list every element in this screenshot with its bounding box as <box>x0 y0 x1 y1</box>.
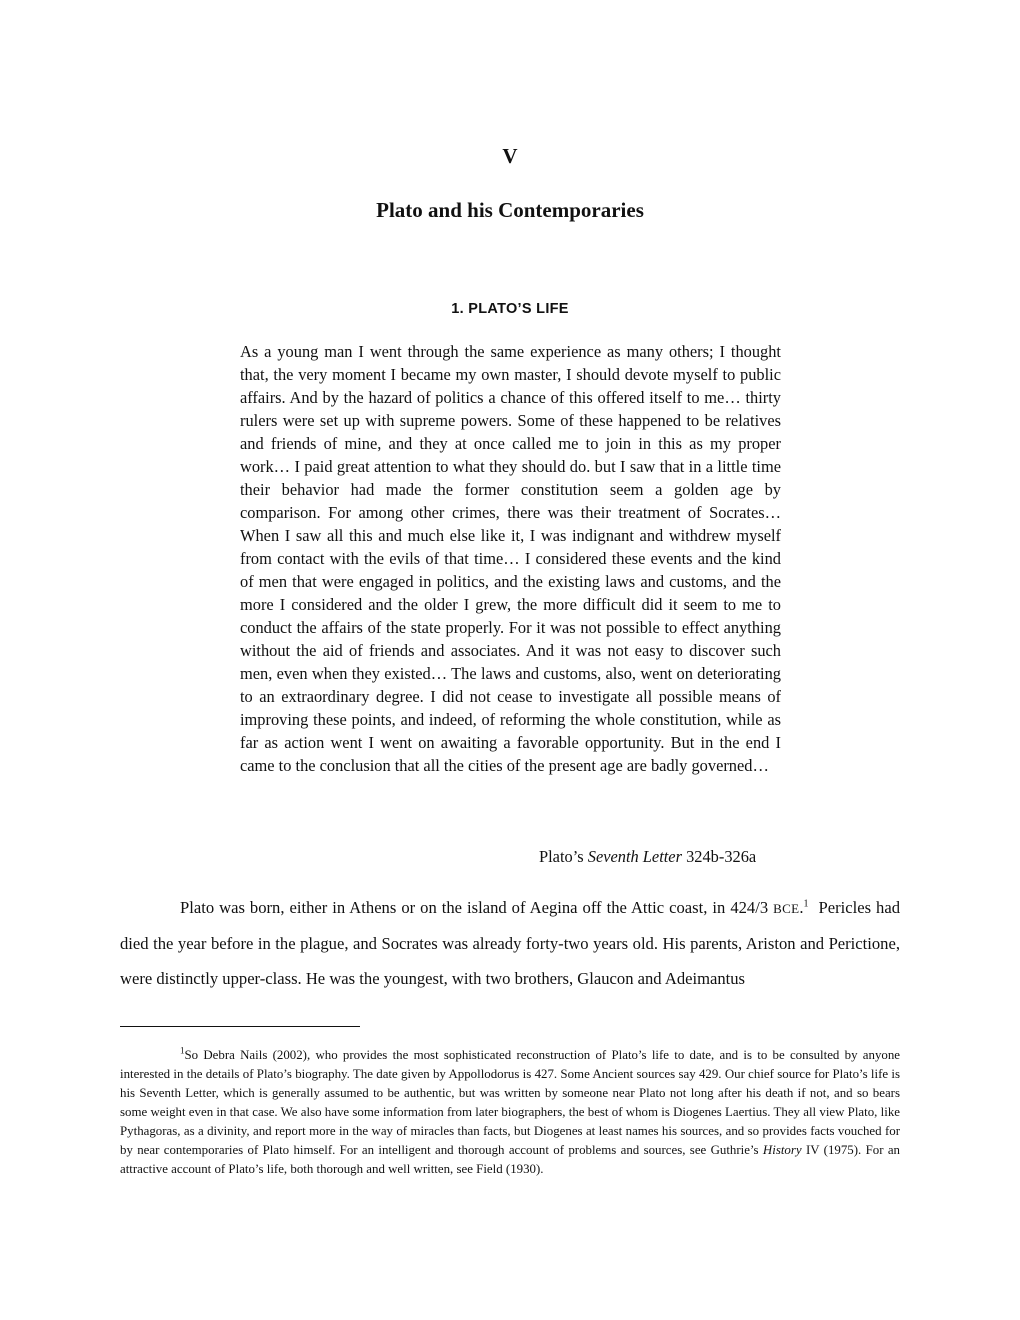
body-paragraph <box>120 891 900 996</box>
section-heading: 1. PLATO’S LIFE <box>451 301 569 317</box>
footnote-paragraph <box>120 1046 900 1179</box>
epigraph-quote <box>240 340 781 777</box>
body-text-continued: Pericles had died the year before in the plague, and Socrates was already forty-two years old. His parents, Ariston and Perictione, were distinctly upper-class. He was the youngest, with two brothers, Glaucon and Adeimantus <box>120 898 901 988</box>
epigraph-text: As a young man I went through the same experience as many others; I thought that, the very moment I became my own master, I should devote myself to public affairs. And by the hazard of politics a chance of this offered itself to me… thirty rulers were set up with supreme powers. Some of these happened to be relatives and friends of mine, and they at once called me to join in this as my proper work… I paid great attention to what they should do. but I saw that in a little time their behavior had made the former constitution seem a golden age by comparison. For among other crimes, there was their treatment of Socrates… When I saw all this and much else like it, I was indignant and withdrew myself from contact with the evils of that time… I considered these events and the kind of men that were engaged in politics, and the existing laws and customs, and the more I considered and the older I grew, the more difficult did it seem to me to conduct the affairs of the state properly. For it was not possible to effect anything without the aid of friends and associates. And it was not easy to discover such men, even when they existed… The laws and customs, also, went on deteriorating to an extraordinary degree. I did not cease to investigate all possible means of improving these points, and indeed, of reforming the whole constitution, while as far as action went I went on awaiting a favorable opportunity. But in the end I came to the conclusion that all the cities of the present age are badly governed… <box>240 342 781 775</box>
footnote-work-title: History <box>762 1143 802 1157</box>
footnote <box>120 1046 900 1179</box>
footnote-text-end: IV (1975). For an attractive account of Plato’s life, both thorough and well written, see Field (1930). <box>120 1143 900 1176</box>
footnote-reference[interactable]: 1 <box>803 898 809 910</box>
epigraph-attribution <box>539 847 756 867</box>
footnote-divider <box>120 1026 360 1027</box>
footnote-text: So Debra Nails (2002), who provides the most sophisticated reconstruction of Plato’s life to date, and is to be consulted by anyone interested in the details of Plato’s biography. The date given by Appollodorus is 427. Some Ancient sources say 429. Our chief source for Plato’s life is his Seventh Letter, which is generally assumed to be authentic, but was written by someone near Plato not long after his death if not, and so bears some weight even in that case. We also have some information from later biographers, the best of whom is Diogenes Laertius. They all view Plato, like Pythagoras, as a divinity, and report more in the way of miracles than facts, but Diogenes at least names his sources, and so provides facts vouched for by near contemporaries of Plato himself. For an intelligent and thorough account of problems and sources, see Guthrie’s <box>120 1048 900 1157</box>
era-label: BCE <box>773 901 800 916</box>
body-text-start: Plato was born, either in Athens or on the island of Aegina off the Attic coast, in 424/3 <box>180 898 769 917</box>
attribution-work: Seventh Letter <box>587 847 682 866</box>
attribution-reference: 324b-326a <box>686 847 757 866</box>
paragraph <box>120 891 900 996</box>
chapter-number: V <box>502 144 518 168</box>
chapter-title: Plato and his Contemporaries <box>376 198 644 222</box>
footnote-mark: 1 <box>180 1045 185 1056</box>
attribution-author: Plato’s <box>539 847 584 866</box>
sentence-period: . <box>799 898 804 917</box>
